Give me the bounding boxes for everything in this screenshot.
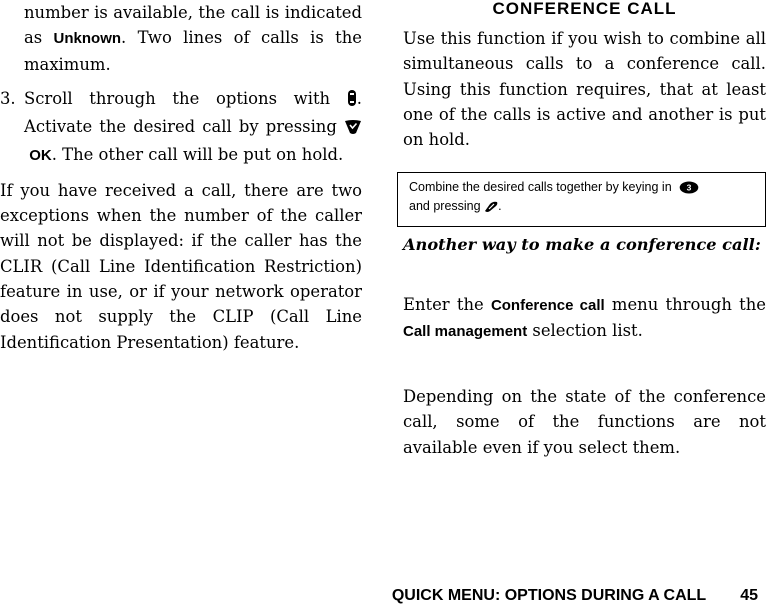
svg-text:3: 3 bbox=[686, 182, 691, 193]
key-3-icon bbox=[679, 181, 699, 198]
step-3: 3. Scroll through the options with . Activate the desired call by pressing OK. The other call will be put on hold. bbox=[0, 86, 362, 169]
ok-label: OK bbox=[29, 147, 52, 165]
step-number: 3. bbox=[0, 88, 16, 108]
call-management-label: Call management bbox=[403, 323, 528, 341]
continued-step-text: number is available, the call is indicated as Unknown. Two lines of calls is the maximum. bbox=[24, 3, 362, 74]
page-number: 45 bbox=[740, 587, 758, 604]
scroll-key-icon bbox=[347, 89, 357, 114]
depending-paragraph: Depending on the state of the conference call, some of the functions are not available even if you select them. bbox=[403, 387, 766, 457]
footer-section-title: QUICK MENU: OPTIONS DURING A CALL bbox=[391, 587, 707, 604]
unknown-label: Unknown bbox=[53, 30, 122, 48]
info-box: Combine the desired calls together by keying in 3 and pressing . bbox=[397, 172, 766, 227]
section-title: CONFERENCE CALL bbox=[492, 0, 677, 18]
enter-menu-paragraph: Enter the Conference call menu through the Call management selection list. bbox=[403, 295, 766, 341]
select-key-icon bbox=[344, 117, 362, 142]
conference-intro: Use this function if you wish to combine all simultaneous calls to a conference call. Using this function requires, that at least one of the calls is active and another is put on hold. bbox=[403, 29, 766, 150]
left-column bbox=[0, 0, 362, 355]
sub-heading: Another way to make a conference call: bbox=[403, 235, 761, 254]
clir-clip-paragraph: If you have received a call, there are two exceptions when the number of the caller will not be displayed: if the caller has the CLIR (Call Line Identification Restriction) feature in use, or if your network operator does not supply the CLIP (Call Line Identification Presentation) feature. bbox=[0, 180, 362, 352]
page-footer bbox=[392, 586, 758, 606]
conference-call-label: Conference call bbox=[490, 297, 605, 314]
call-key-icon bbox=[484, 201, 498, 217]
